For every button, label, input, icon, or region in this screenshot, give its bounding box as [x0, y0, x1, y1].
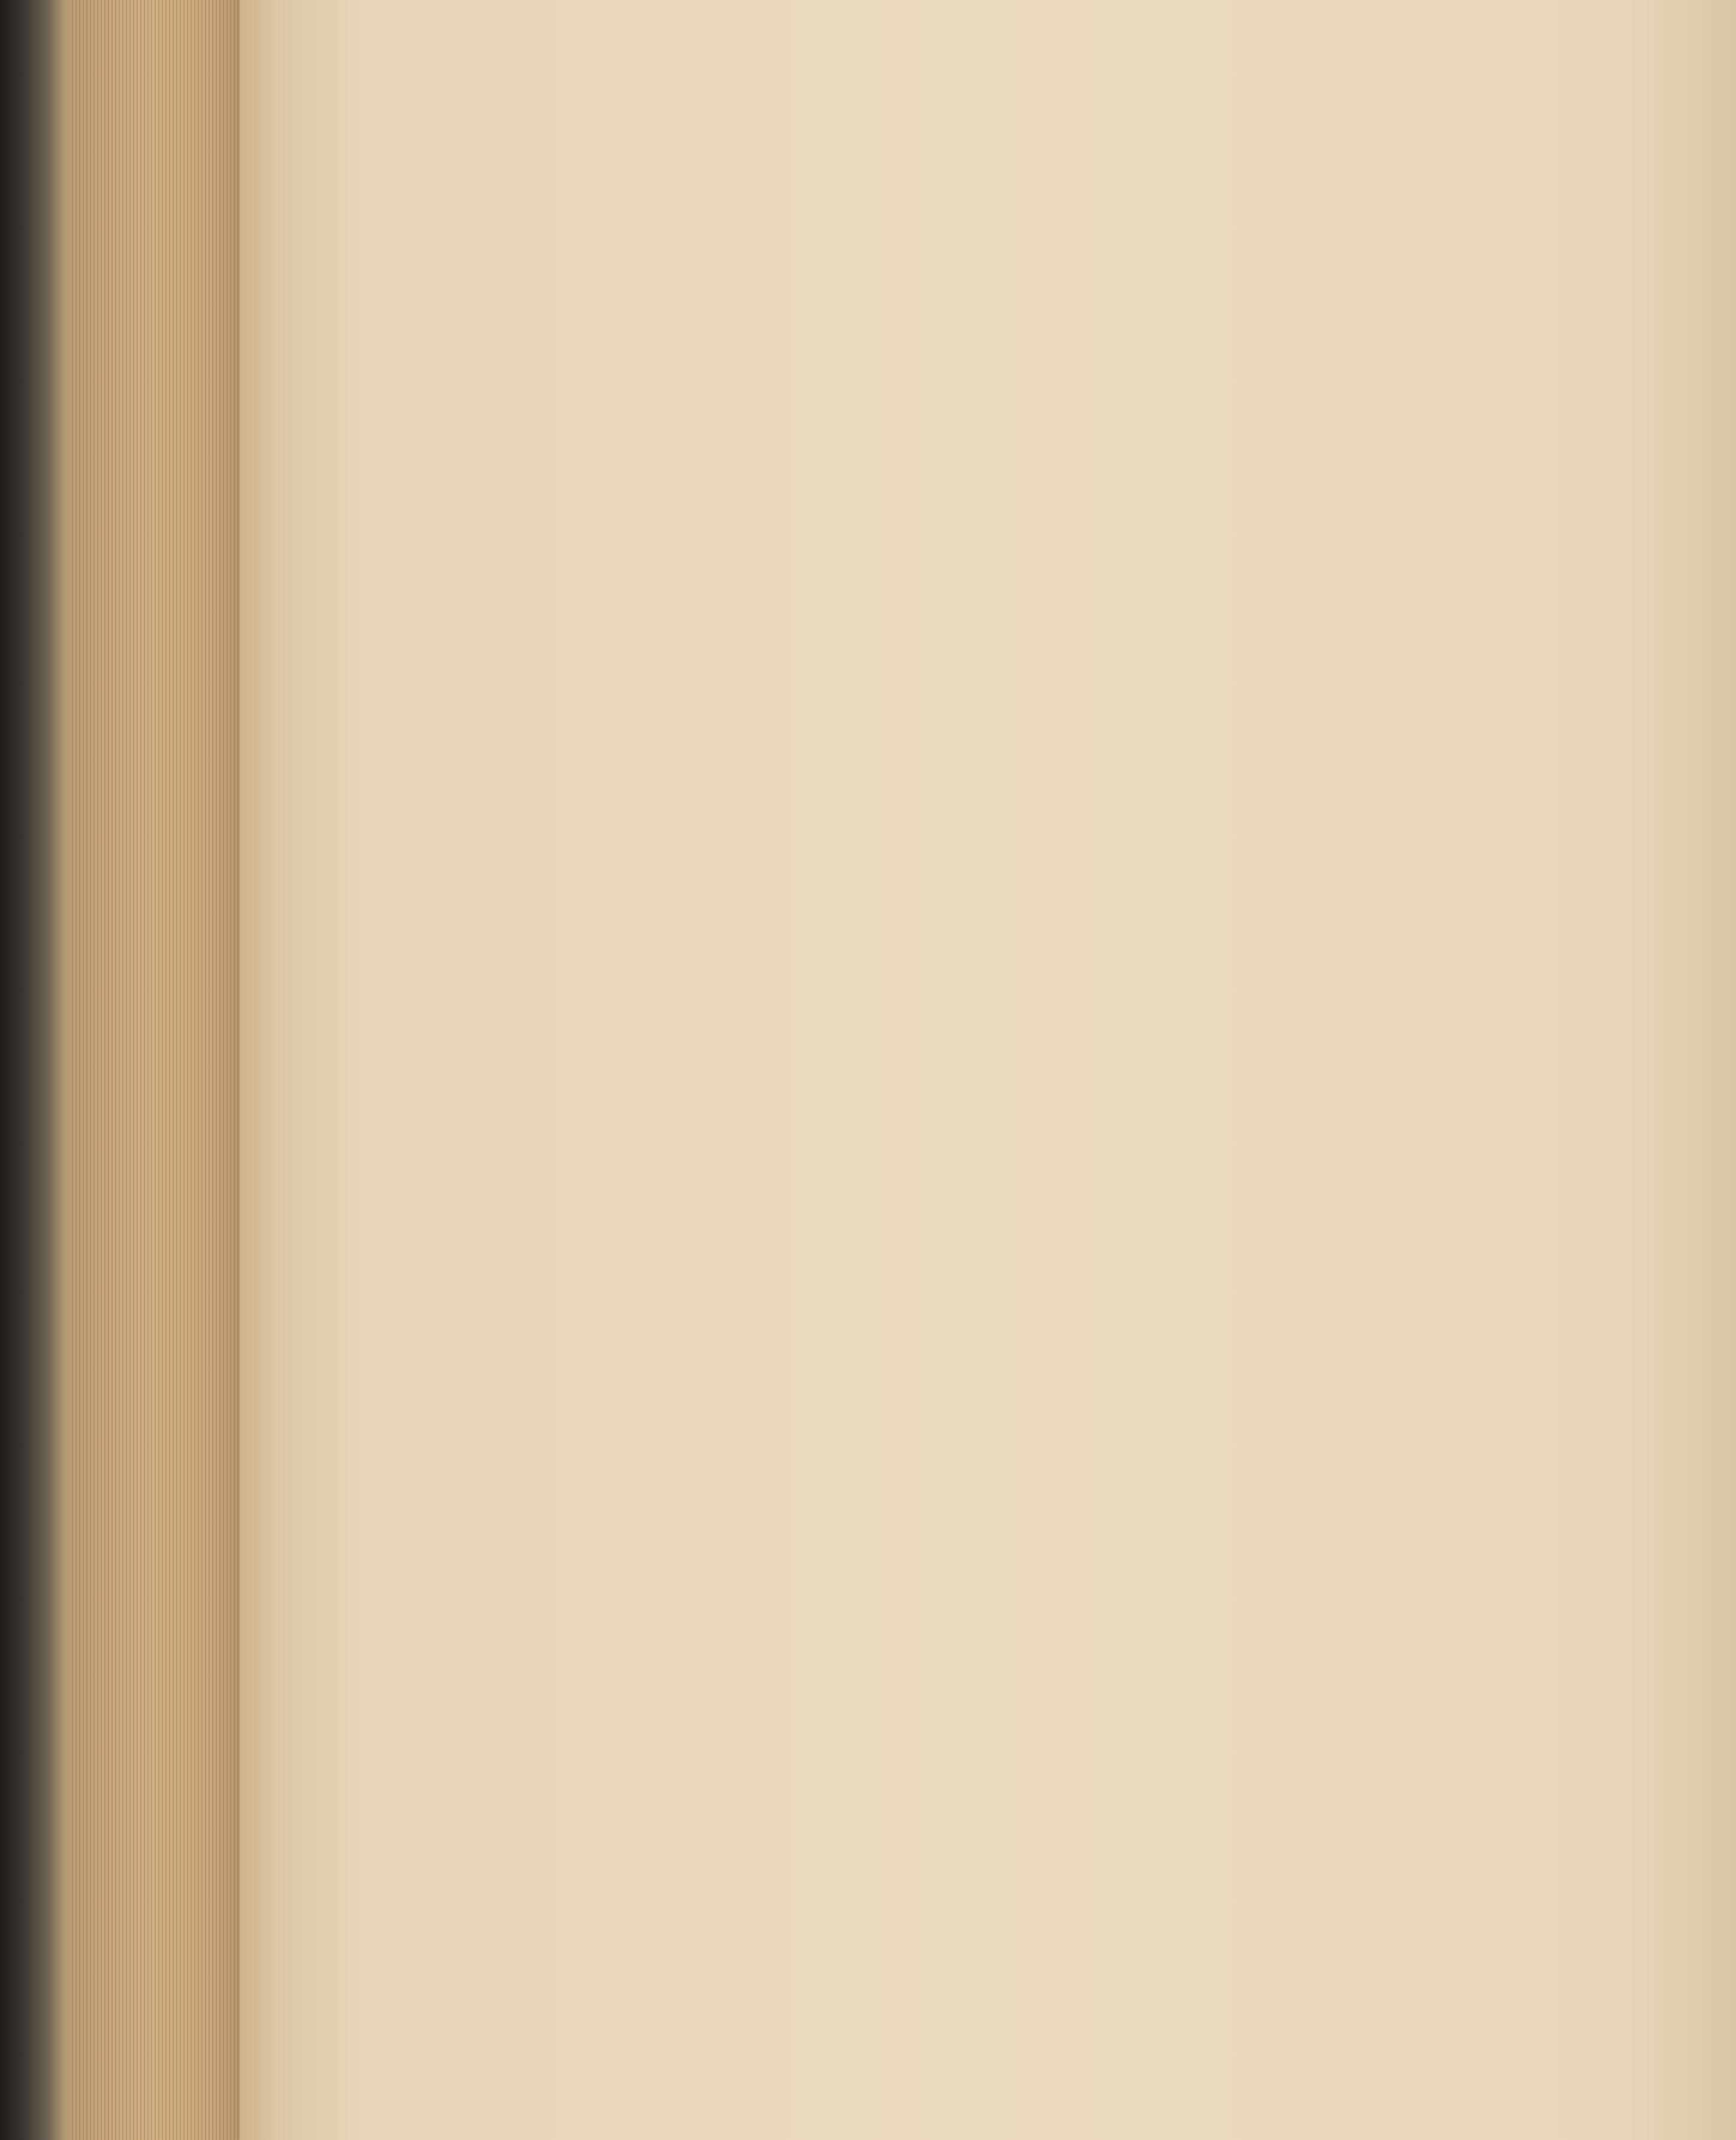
book-page: [240, 0, 1736, 2140]
book-page-edges: [0, 0, 252, 2140]
page-stack-lines: [72, 0, 252, 2140]
